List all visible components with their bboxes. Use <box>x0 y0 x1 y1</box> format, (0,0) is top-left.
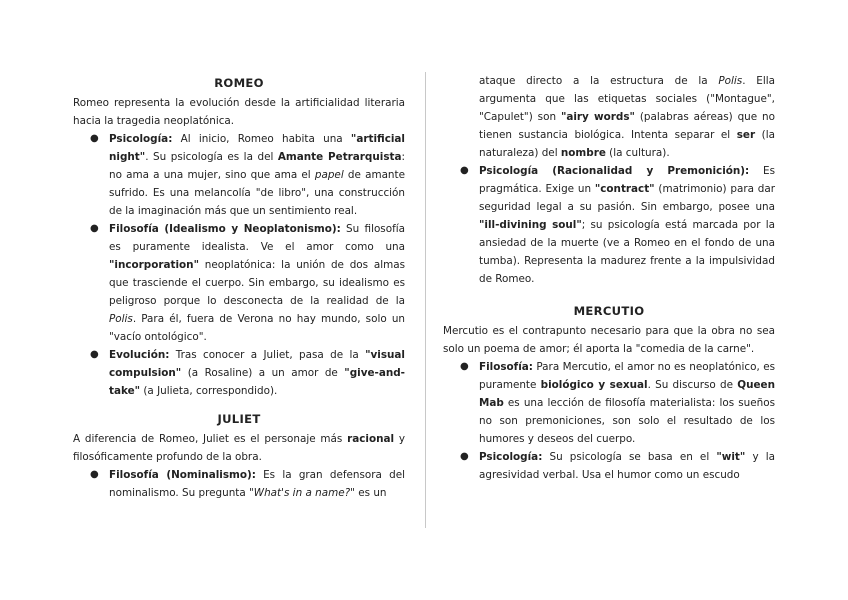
juliet-item-continuation: ataque directo a la estructura de la <box>479 75 719 87</box>
juliet-intro: A diferencia de Romeo, Juliet es el personaje más racional y filosóficamente profundo de la obra. <box>73 433 405 463</box>
list-item: ● Filosofía (Nominalismo): Es la gran defensora del nominalismo. Su pregunta "What's in a name?" es un <box>73 466 405 502</box>
bullet-icon: ● <box>90 469 99 480</box>
mercutio-intro: Mercutio es el contrapunto necesario para que la obra no sea solo un poema de amor; él aporta la "comedia de la carne". <box>443 325 775 355</box>
mercutio-heading: MERCUTIO <box>573 304 645 318</box>
juliet-heading: JULIET <box>217 412 261 426</box>
bullet-icon: ● <box>90 349 99 360</box>
romeo-heading: ROMEO <box>214 76 264 90</box>
mercutio-list <box>443 358 775 484</box>
bullet-icon: ● <box>90 133 99 144</box>
juliet-list-part1 <box>73 466 405 502</box>
bullet-icon: ● <box>460 451 469 462</box>
list-item-continued: ataque directo a la estructura de la Polis. Ella argumenta que las etiquetas sociales ("Montague", "Capulet") son "airy words" (palabras aéreas) que no tienen sustancia biológica. Intenta separar el ser (la naturaleza) del nombre (la cultura). <box>479 75 775 159</box>
list-item: ● Filosofía: Para Mercutio, el amor no es neoplatónico, es puramente biológico y sexual. Su discurso de Queen Mab es una lección de filosofía materialista: los sueños no son premoniciones, son solo el resultado de los humores y deseos del cuerpo. <box>443 358 775 448</box>
bullet-icon: ● <box>460 361 469 372</box>
list-item: ● Psicología (Racionalidad y Premonición): Es pragmática. Exige un "contract" (matrimonio) para dar seguridad legal a su pasión. Sin embargo, posee una "ill-divining soul"; su psicología está marcada por la ansiedad de la muerte (ve a Romeo en el fondo de una tumba). Representa la madurez frente a la impulsividad de Romeo. <box>443 162 775 288</box>
romeo-intro: Romeo representa la evolución desde la artificialidad literaria hacia la tragedia neoplatónica. <box>73 97 405 127</box>
left-column <box>73 76 405 502</box>
bullet-icon: ● <box>90 223 99 234</box>
romeo-list <box>73 130 405 400</box>
juliet-item-continues: es un <box>354 487 387 499</box>
right-column <box>443 72 775 484</box>
list-item: ● Evolución: Tras conocer a Juliet, pasa de la "visual compulsion" (a Rosaline) a un amor de "give-and-take" (a Julieta, correspondido). <box>73 346 405 400</box>
juliet-list-part2 <box>443 72 775 288</box>
list-item: ● Filosofía (Idealismo y Neoplatonismo): Su filosofía es puramente idealista. Ve el amor como una "incorporation" neoplatónica: la unión de dos almas que trasciende el cuerpo. Sin embargo, su idealismo es peligroso porque lo desconecta de la realidad de la Polis. Para él, fuera de Verona no hay mundo, solo un "vacío ontológico". <box>73 220 405 346</box>
list-item: ● Psicología: Al inicio, Romeo habita una "artificial night". Su psicología es la del Amante Petrarquista: no ama a una mujer, sino que ama el papel de amante sufrido. Es una melancolía "de libro", una construcción de la imaginación más que un sentimiento real. <box>73 130 405 220</box>
list-item: ● Psicología: Su psicología se basa en el "wit" y la agresividad verbal. Usa el humor como un escudo <box>443 448 775 484</box>
column-divider <box>425 72 426 528</box>
bullet-icon: ● <box>460 165 469 176</box>
